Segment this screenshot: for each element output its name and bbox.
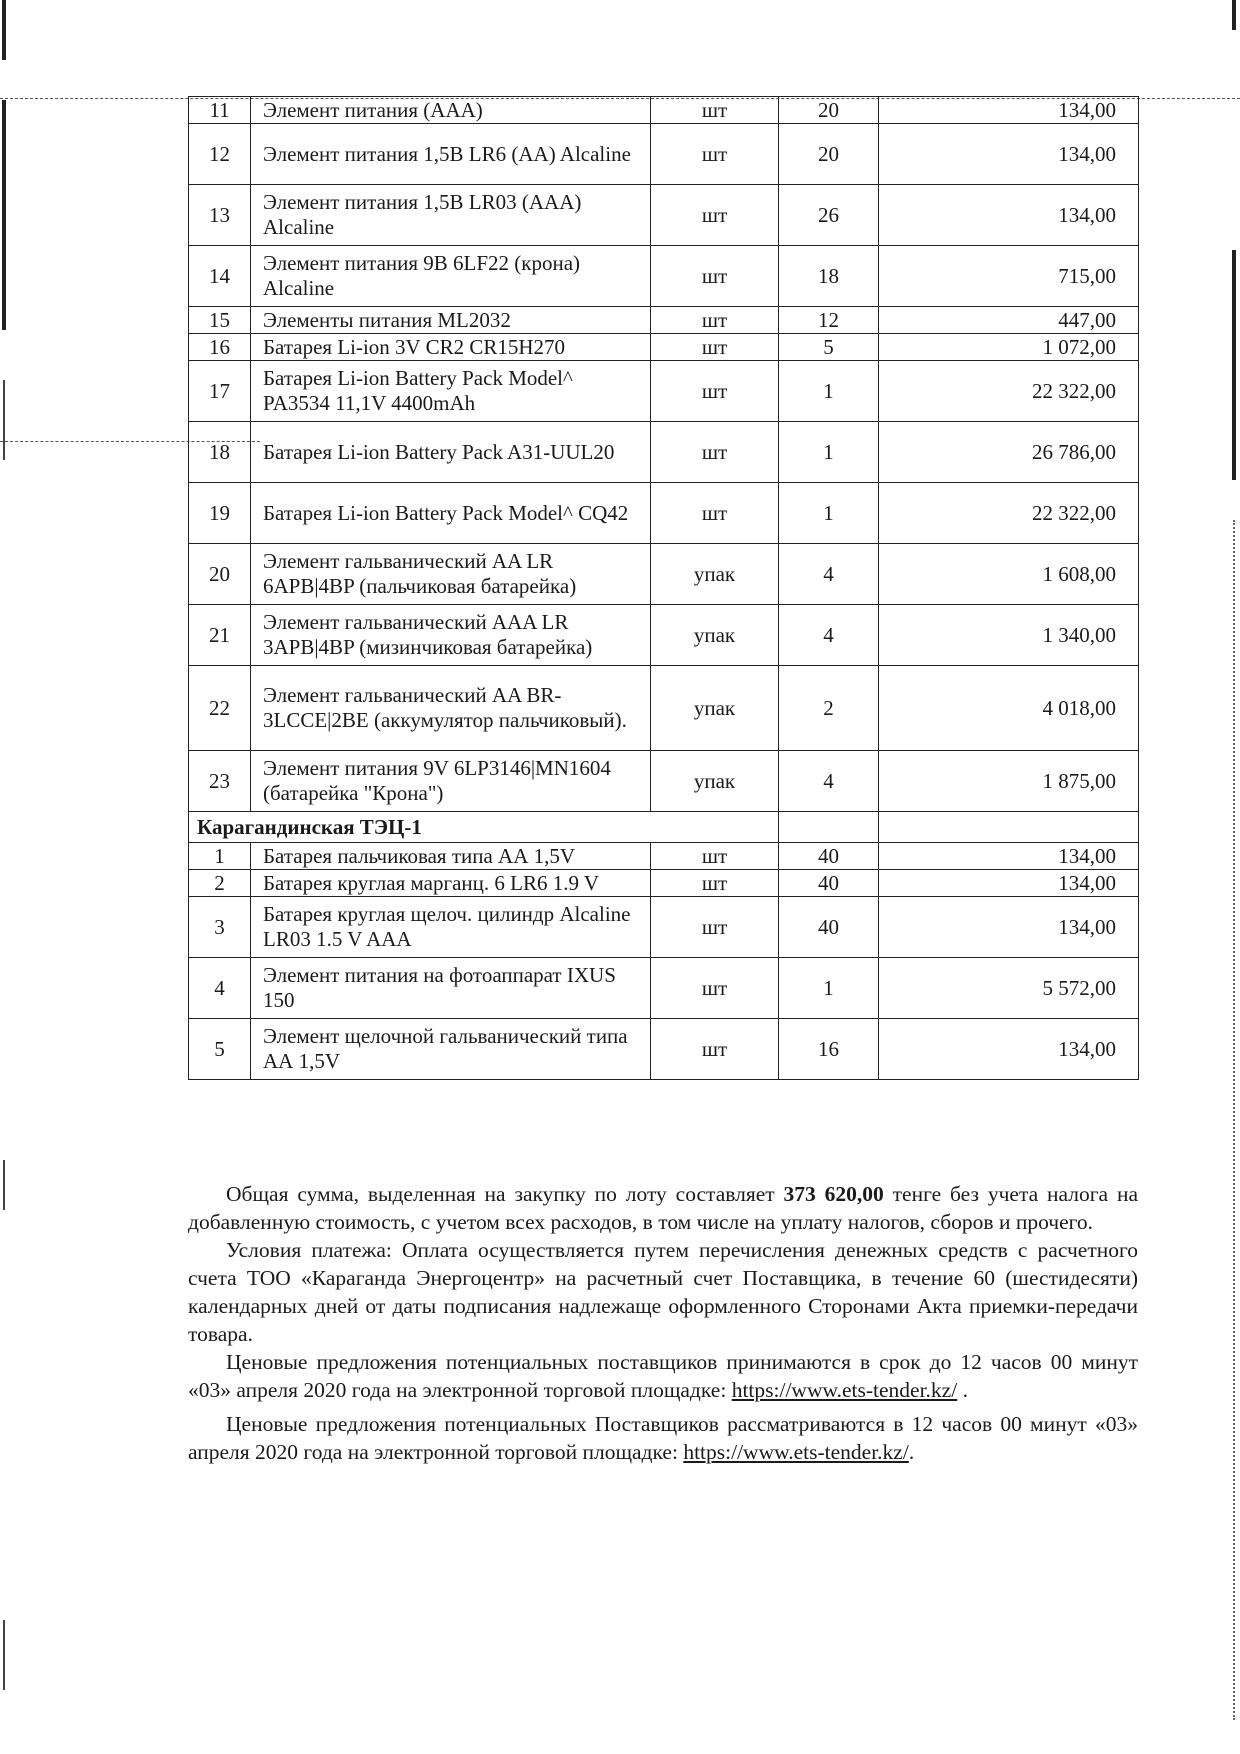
table-row: [189, 1019, 1139, 1080]
item-quantity: 12: [779, 307, 879, 334]
item-price: 134,00: [879, 185, 1139, 246]
item-price: 22 322,00: [879, 361, 1139, 422]
ets-tender-link[interactable]: https://www.ets-tender.kz/: [683, 1440, 909, 1464]
item-quantity: 2: [779, 666, 879, 751]
table-row: [189, 843, 1139, 870]
section-empty-cell: [779, 812, 879, 843]
item-quantity: 18: [779, 246, 879, 307]
items-table: [188, 96, 1139, 1080]
item-price: 1 072,00: [879, 334, 1139, 361]
item-name: Элемент гальванический AA LR 6APB|4BP (пальчиковая батарейка): [251, 544, 651, 605]
table-row: [189, 246, 1139, 307]
item-unit: шт: [651, 958, 779, 1019]
acceptance-text-end: .: [957, 1378, 968, 1402]
item-name: Элемент щелочной гальванический типа АА 1,5V: [251, 1019, 651, 1080]
item-name: Элемент питания (ААА): [251, 97, 651, 124]
review-paragraph: [188, 1410, 1138, 1466]
item-unit: шт: [651, 185, 779, 246]
section-header-row: [189, 812, 1139, 843]
item-number: 11: [189, 97, 251, 124]
item-number: 4: [189, 958, 251, 1019]
items-table-body: [189, 97, 1139, 1080]
scan-edge-dots: [1233, 520, 1237, 1720]
item-unit: шт: [651, 124, 779, 185]
item-number: 18: [189, 422, 251, 483]
item-name: Элемент питания 1,5В LR6 (АА) Alcaline: [251, 124, 651, 185]
ets-tender-link[interactable]: https://www.ets-tender.kz/: [731, 1378, 958, 1402]
item-name: Элемент питания 1,5В LR03 (ААА) Alcaline: [251, 185, 651, 246]
section-title: Карагандинская ТЭЦ-1: [189, 812, 779, 843]
table-row: [189, 361, 1139, 422]
section-empty-cell: [879, 812, 1139, 843]
item-unit: шт: [651, 334, 779, 361]
item-quantity: 26: [779, 185, 879, 246]
review-text: Ценовые предложения потенциальных Поставщиков рассматриваются в 12 часов 00 минут «03» апреля 2020 года на электронной торговой площадке:: [188, 1412, 1138, 1464]
item-quantity: 40: [779, 897, 879, 958]
scan-edge-mark: [2, 0, 6, 60]
acceptance-text: Ценовые предложения потенциальных поставщиков принимаются в срок до 12 часов 00 минут «03» апреля 2020 года на электронной торговой площадке:: [188, 1350, 1138, 1402]
item-number: 2: [189, 870, 251, 897]
item-quantity: 20: [779, 97, 879, 124]
item-quantity: 40: [779, 843, 879, 870]
item-price: 5 572,00: [879, 958, 1139, 1019]
item-unit: упак: [651, 544, 779, 605]
item-price: 1 875,00: [879, 751, 1139, 812]
item-unit: шт: [651, 97, 779, 124]
item-unit: шт: [651, 897, 779, 958]
item-number: 1: [189, 843, 251, 870]
table-row: [189, 544, 1139, 605]
item-quantity: 1: [779, 361, 879, 422]
item-name: Элементы питания ML2032: [251, 307, 651, 334]
item-unit: шт: [651, 870, 779, 897]
scan-edge-mark: [1232, 250, 1236, 480]
item-price: 1 608,00: [879, 544, 1139, 605]
item-unit: шт: [651, 483, 779, 544]
item-number: 19: [189, 483, 251, 544]
item-quantity: 1: [779, 483, 879, 544]
total-sum-paragraph: [188, 1180, 1138, 1236]
table-row: [189, 422, 1139, 483]
item-name: Элемент питания 9В 6LF22 (крона) Alcaline: [251, 246, 651, 307]
item-price: 26 786,00: [879, 422, 1139, 483]
item-quantity: 4: [779, 544, 879, 605]
table-row: [189, 483, 1139, 544]
item-name: Батарея круглая марганц. 6 LR6 1.9 V: [251, 870, 651, 897]
item-unit: упак: [651, 605, 779, 666]
item-number: 13: [189, 185, 251, 246]
item-number: 16: [189, 334, 251, 361]
item-number: 22: [189, 666, 251, 751]
item-price: 715,00: [879, 246, 1139, 307]
item-name: Элемент питания 9V 6LP3146|MN1604 (батарейка "Крона"): [251, 751, 651, 812]
item-price: 4 018,00: [879, 666, 1139, 751]
item-name: Батарея Li-ion Battery Pack Model^ PA3534 11,1V 4400mAh: [251, 361, 651, 422]
acceptance-paragraph: [188, 1348, 1138, 1404]
payment-terms-paragraph: Условия платежа: Оплата осуществляется путем перечисления денежных средств с расчетного счета ТОО «Караганда Энергоцентр» на расчетный счет Поставщика, в течение 60 (шестидесяти) календарных дней от даты подписания надлежаще оформленного Сторонами Акта приемки-передачи товара.: [188, 1238, 1138, 1346]
item-quantity: 1: [779, 422, 879, 483]
item-number: 17: [189, 361, 251, 422]
item-unit: шт: [651, 422, 779, 483]
item-unit: шт: [651, 361, 779, 422]
scan-edge-mark: [3, 1160, 5, 1210]
item-number: 21: [189, 605, 251, 666]
table-row: [189, 897, 1139, 958]
scan-edge-mark: [3, 1620, 5, 1690]
item-name: Батарея круглая щелоч. цилиндр Alcaline LR03 1.5 V AAA: [251, 897, 651, 958]
table-row: [189, 870, 1139, 897]
table-row: [189, 97, 1139, 124]
body-text: [188, 1180, 1138, 1466]
review-text-end: .: [908, 1440, 915, 1464]
table-row: [189, 958, 1139, 1019]
item-price: 134,00: [879, 870, 1139, 897]
item-quantity: 4: [779, 751, 879, 812]
table-row: [189, 124, 1139, 185]
item-number: 3: [189, 897, 251, 958]
item-number: 14: [189, 246, 251, 307]
item-name: Элемент гальванический AA BR-3LCCE|2BE (аккумулятор пальчиковый).: [251, 666, 651, 751]
scan-edge-mark: [3, 380, 5, 460]
item-name: Батарея Li-ion Battery Pack A31-UUL20: [251, 422, 651, 483]
item-unit: шт: [651, 246, 779, 307]
item-number: 15: [189, 307, 251, 334]
total-sum-text-end: тенге без учета налога на добавленную стоимость, с учетом всех расходов, в том числе на уплату налогов, сборов и прочего.: [188, 1182, 1138, 1234]
item-quantity: 5: [779, 334, 879, 361]
item-price: 447,00: [879, 307, 1139, 334]
item-name: Элемент гальванический AAA LR 3APB|4BP (мизинчиковая батарейка): [251, 605, 651, 666]
table-row: [189, 307, 1139, 334]
table-row: [189, 334, 1139, 361]
item-number: 23: [189, 751, 251, 812]
table-row: [189, 751, 1139, 812]
item-name: Батарея Li-ion Battery Pack Model^ CQ42: [251, 483, 651, 544]
table-row: [189, 185, 1139, 246]
item-price: 134,00: [879, 124, 1139, 185]
item-unit: упак: [651, 751, 779, 812]
table-row: [189, 666, 1139, 751]
item-number: 20: [189, 544, 251, 605]
item-price: 1 340,00: [879, 605, 1139, 666]
total-amount: 373 620,00: [783, 1182, 884, 1206]
item-price: 22 322,00: [879, 483, 1139, 544]
item-price: 134,00: [879, 843, 1139, 870]
scan-edge-mark: [2, 100, 6, 330]
item-name: Батарея Li-ion 3V CR2 CR15H270: [251, 334, 651, 361]
table-row: [189, 605, 1139, 666]
total-sum-text: Общая сумма, выделенная на закупку по лоту составляет: [226, 1182, 784, 1206]
item-quantity: 40: [779, 870, 879, 897]
item-quantity: 16: [779, 1019, 879, 1080]
scan-edge-mark: [1232, 0, 1236, 30]
item-name: Элемент питания на фотоаппарат IXUS 150: [251, 958, 651, 1019]
item-price: 134,00: [879, 97, 1139, 124]
item-unit: шт: [651, 307, 779, 334]
item-name: Батарея пальчиковая типа АА 1,5V: [251, 843, 651, 870]
item-quantity: 1: [779, 958, 879, 1019]
item-price: 134,00: [879, 1019, 1139, 1080]
item-price: 134,00: [879, 897, 1139, 958]
item-number: 5: [189, 1019, 251, 1080]
item-unit: шт: [651, 1019, 779, 1080]
item-quantity: 4: [779, 605, 879, 666]
item-unit: шт: [651, 843, 779, 870]
item-number: 12: [189, 124, 251, 185]
item-unit: упак: [651, 666, 779, 751]
item-quantity: 20: [779, 124, 879, 185]
